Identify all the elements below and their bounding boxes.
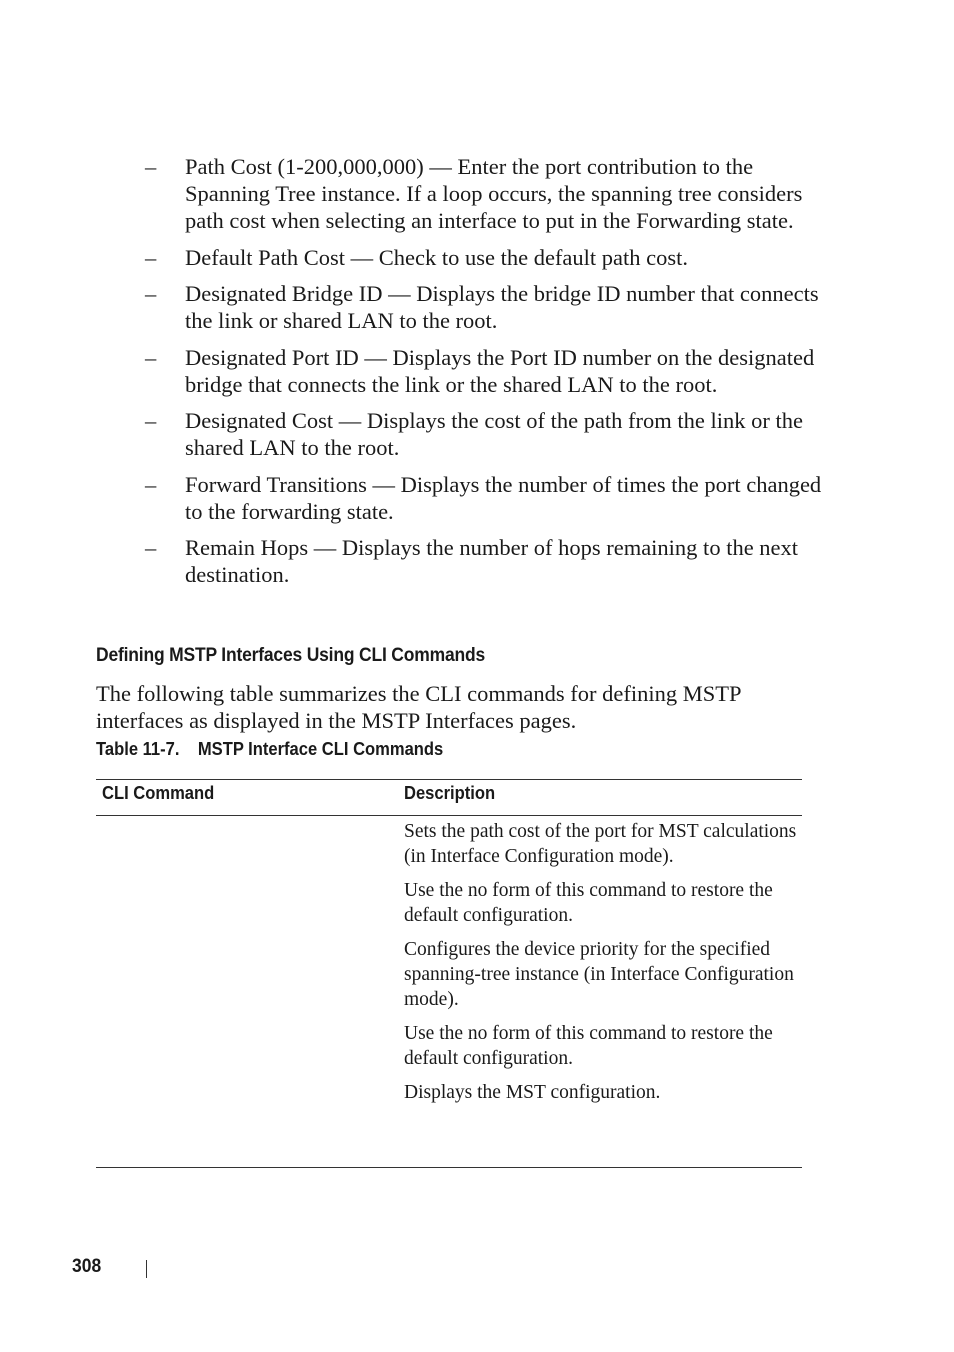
footer-divider [146, 1260, 147, 1278]
description-paragraph: Use the no form of this command to restore the default configuration. [404, 880, 773, 926]
intro-term: MSTP Interfaces [361, 708, 514, 733]
item-text: — Enter the port contribution to the Spanning Tree instance. If a loop occurs, the spanning tree considers path cost when selecting an interface to put in the Forwarding state. [185, 154, 803, 233]
attribute-list [145, 153, 835, 598]
item-text: — Check to use the default path cost. [344, 244, 689, 270]
term-remain-hops: Remain Hops — [185, 535, 337, 560]
description-paragraph: Use the no form of this command to restore the default configuration. [404, 1023, 773, 1069]
dash: – [145, 154, 157, 179]
page-number: 308 [72, 1256, 102, 1277]
column-header-cli-command: CLI Command [102, 783, 215, 803]
column-header-description: Description [404, 783, 496, 803]
item-text: Displays the Port ID number on the designated bridge that connects the link or the shared LAN to the root. [185, 344, 815, 397]
dash: – [145, 244, 157, 270]
list-item [145, 244, 835, 271]
dash: – [145, 344, 157, 370]
term-designated-cost: Designated Cost — [185, 408, 362, 433]
description-paragraph: Displays the MST configuration. [404, 1082, 661, 1103]
table-top-rule [96, 779, 802, 780]
term-default-path-cost: Default Path Cost [185, 244, 345, 270]
intro-paragraph [96, 680, 816, 734]
term-designated-bridge-id: Designated Bridge ID — [185, 281, 411, 306]
dash: – [145, 535, 157, 560]
table-header-rule [96, 815, 802, 816]
list-item [145, 407, 835, 461]
item-text: Displays the number of times the port changed to the forwarding state. [185, 471, 822, 524]
item-text: Displays the bridge ID number that connects the link or shared LAN to the root. [185, 281, 819, 333]
intro-text-end: pages. [513, 708, 577, 733]
list-item [145, 344, 835, 398]
dash: – [145, 408, 157, 433]
table-bottom-rule [96, 1167, 802, 1168]
intro-text: The following table summarizes the CLI commands for defining MSTP interfaces as displayed in the [96, 681, 741, 733]
dash: – [145, 471, 157, 497]
term-forward-transitions: Forward Transitions — [185, 471, 396, 497]
list-item [145, 153, 835, 234]
table-description-cell [404, 819, 804, 1114]
list-item [145, 280, 835, 334]
item-text: Displays the number of hops remaining to the next destination. [185, 535, 799, 587]
description-paragraph: Configures the device priority for the specified spanning-tree instance (in Interface Configuration mode). [404, 939, 794, 1010]
term-path-cost: Path Cost (1-200,000,000) [185, 154, 424, 179]
description-paragraph: Sets the path cost of the port for MST calculations (in Interface Configuration mode). [404, 821, 797, 867]
list-item [145, 471, 835, 525]
section-heading: Defining MSTP Interfaces Using CLI Commands [96, 645, 486, 666]
table-caption: Table 11-7. MSTP Interface CLI Commands [96, 739, 444, 759]
term-designated-port-id: Designated Port ID — [185, 344, 387, 370]
list-item [145, 534, 835, 588]
item-text: Displays the cost of the path from the link or the shared LAN to the root. [185, 408, 804, 460]
dash: – [145, 281, 157, 306]
